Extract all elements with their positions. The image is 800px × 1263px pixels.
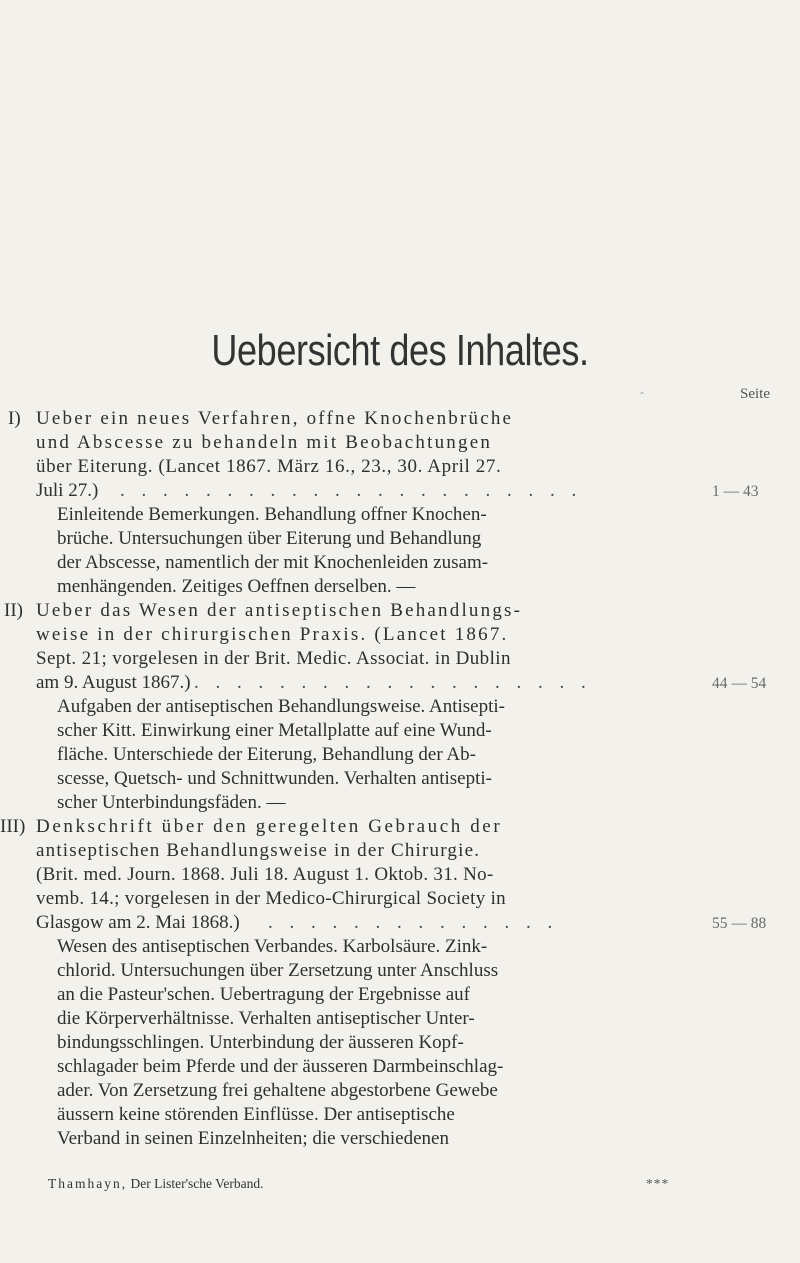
entry-title-line: Sept. 21; vorgelesen in der Brit. Medic. Associat. in Dublin [36,648,511,669]
leader-dots: . . . . . . . . . . . . . . . . . . . [194,672,592,693]
footer-work-title: Der Lister'sche Verband. [130,1176,264,1191]
entry-title-line: vemb. 14.; vorgelesen in der Medico-Chirurgical Society in [36,888,506,909]
entry-summary-line: scesse, Quetsch- und Schnittwunden. Verhalten antisepti- [57,768,492,789]
leader-dots: . . . . . . . . . . . . . . [268,912,559,933]
entry-number: I) [8,408,21,429]
entry-title-line: antiseptischen Behandlungsweise in der Chirurgie. [36,840,481,861]
entry-summary-line: scher Kitt. Einwirkung einer Metallplatte auf eine Wund- [57,720,492,741]
printer-mark: ‸ [640,380,645,394]
page-range: 1 — 43 [712,483,759,500]
entry-summary-line: fläche. Unterschiede der Eiterung, Behandlung der Ab- [57,744,476,765]
entry-title-line: Denkschrift über den geregelten Gebrauch der [36,816,503,837]
entry-summary-line: scher Unterbindungsfäden. — [57,792,286,813]
entry-title-line: (Brit. med. Journ. 1868. Juli 18. August 1. Oktob. 31. No- [36,864,494,885]
entry-title-line: Juli 27.) [36,480,99,501]
page-title: Uebersicht des Inhaltes. [211,326,589,375]
entry-title-line: Glasgow am 2. Mai 1868.) [36,912,240,933]
entry-title-line: und Abscesse zu behandeln mit Beobachtungen [36,432,493,453]
entry-title-line: über Eiterung. (Lancet 1867. März 16., 23., 30. April 27. [36,456,502,477]
entry-summary-line: ader. Von Zersetzung frei gehaltene abgestorbene Gewebe [57,1080,498,1101]
entry-number: II) [4,600,23,621]
entry-summary-line: menhängenden. Zeitiges Oeffnen derselben. — [57,576,416,597]
entry-summary-line: äussern keine störenden Einflüsse. Der antiseptische [57,1104,455,1125]
entry-summary-line: an die Pasteur'schen. Uebertragung der Ergebnisse auf [57,984,471,1005]
entry-number: III) [0,816,26,837]
entry-title-line: weise in der chirurgischen Praxis. (Lancet 1867. [36,624,509,645]
entry-title-line: Ueber ein neues Verfahren, offne Knochenbrüche [36,408,514,429]
entry-summary-line: Aufgaben der antiseptischen Behandlungsweise. Antisepti- [57,696,505,717]
entry-title-line: am 9. August 1867.) [36,672,191,693]
entry-summary-line: die Körperverhältnisse. Verhalten antiseptischer Unter- [57,1008,475,1029]
page-footer [48,1176,748,1192]
entry-summary-line: bindungsschlingen. Unterbindung der äusseren Kopf- [57,1032,464,1053]
footer-author: Thamhayn, [48,1176,128,1191]
leader-dots: . . . . . . . . . . . . . . . . . . . . . . [120,480,583,501]
entry-summary-line: der Abscesse, namentlich der mit Knochenleiden zusam- [57,552,489,573]
entry-summary-line: Wesen des antiseptischen Verbandes. Karbolsäure. Zink- [57,936,488,957]
entry-summary-line: chlorid. Untersuchungen über Zersetzung unter Anschluss [57,960,499,981]
entry-title-line: Ueber das Wesen der antiseptischen Behandlungs- [36,600,523,621]
signature-mark: *** [646,1176,670,1191]
entry-summary-line: Verband in seinen Einzelnheiten; die verschiedenen [57,1128,449,1149]
page-range: 55 — 88 [712,915,767,932]
entry-summary-line: schlagader beim Pferde und der äusseren Darmbeinschlag- [57,1056,504,1077]
entry-summary-line: Einleitende Bemerkungen. Behandlung offner Knochen- [57,504,487,525]
entry-summary-line: brüche. Untersuchungen über Eiterung und Behandlung [57,528,482,549]
page-range: 44 — 54 [712,675,767,692]
seite-column-label: Seite [740,386,770,402]
